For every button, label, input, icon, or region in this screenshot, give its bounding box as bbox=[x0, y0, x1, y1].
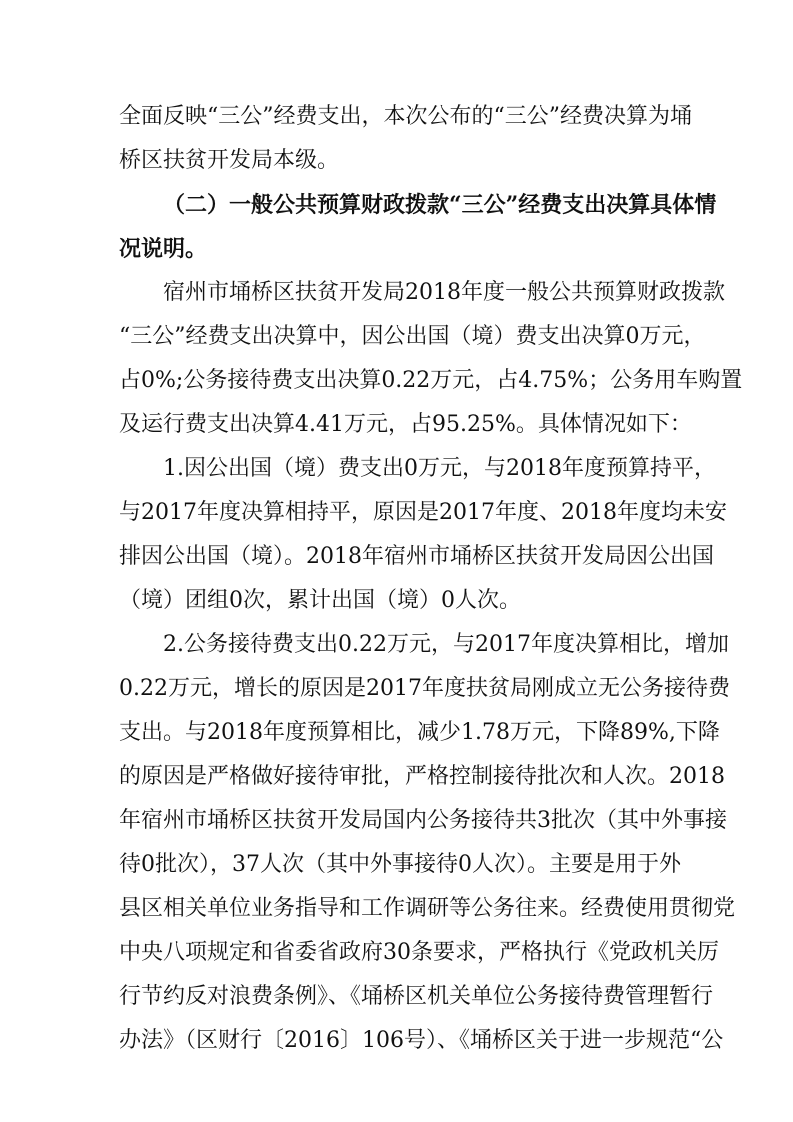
paragraph-line: 2.公务接待费支出0.22万元，与2017年度决算相比，增加 bbox=[163, 632, 729, 657]
paragraph-line: 宿州市埇桥区扶贫开发局2018年度一般公共预算财政拨款 bbox=[163, 280, 725, 305]
paragraph-line: 县区相关单位业务指导和工作调研等公务往来。经费使用贯彻党 bbox=[119, 896, 736, 921]
paragraph-line: 及运行费支出决算4.41万元，占95.25%。具体情况如下： bbox=[119, 412, 692, 437]
paragraph-line: 中央八项规定和省委省政府30条要求，严格执行《党政机关厉 bbox=[119, 940, 719, 965]
paragraph-line: 0.22万元，增长的原因是2017年度扶贫局刚成立无公务接待费 bbox=[119, 676, 730, 701]
paragraph-line: 的原因是严格做好接待审批，严格控制接待批次和人次。2018 bbox=[119, 764, 725, 789]
paragraph-line: 排因公出国（境）。2018年宿州市埇桥区扶贫开发局因公出国 bbox=[119, 544, 714, 569]
paragraph-line: 支出。与2018年度预算相比，减少1.78万元，下降89%,下降 bbox=[119, 720, 720, 745]
paragraph-line: （境）团组0次，累计出国（境）0人次。 bbox=[119, 588, 521, 613]
paragraph-line: 待0批次），37人次（其中外事接待0人次）。主要是用于外 bbox=[119, 852, 681, 877]
section-heading: （二）一般公共预算财政拨款“三公”经费支出决算具体情 bbox=[163, 192, 717, 218]
paragraph-line: 年宿州市埇桥区扶贫开发局国内公务接待共3批次（其中外事接 bbox=[119, 808, 727, 833]
paragraph-line: 办法》（区财行〔2016〕106号）、《埇桥区关于进一步规范“公 bbox=[119, 1028, 724, 1053]
paragraph-line: 与2017年度决算相持平，原因是2017年度、2018年度均未安 bbox=[119, 500, 727, 525]
text-line: 全面反映“三公”经费支出，本次公布的“三公”经费决算为埇 bbox=[119, 104, 692, 129]
paragraph-line: 行节约反对浪费条例》、《埇桥区机关单位公务接待费管理暂行 bbox=[119, 984, 714, 1009]
paragraph-line: 1.因公出国（境）费支出0万元，与2018年度预算持平， bbox=[163, 456, 716, 481]
text-line: 桥区扶贫开发局本级。 bbox=[119, 148, 340, 173]
paragraph-line: 占0%;公务接待费支出决算0.22万元，占4.75%；公务用车购置 bbox=[119, 368, 743, 393]
paragraph-line: “三公”经费支出决算中，因公出国（境）费支出决算0万元， bbox=[119, 324, 706, 349]
section-heading-continued: 况说明。 bbox=[119, 236, 208, 262]
